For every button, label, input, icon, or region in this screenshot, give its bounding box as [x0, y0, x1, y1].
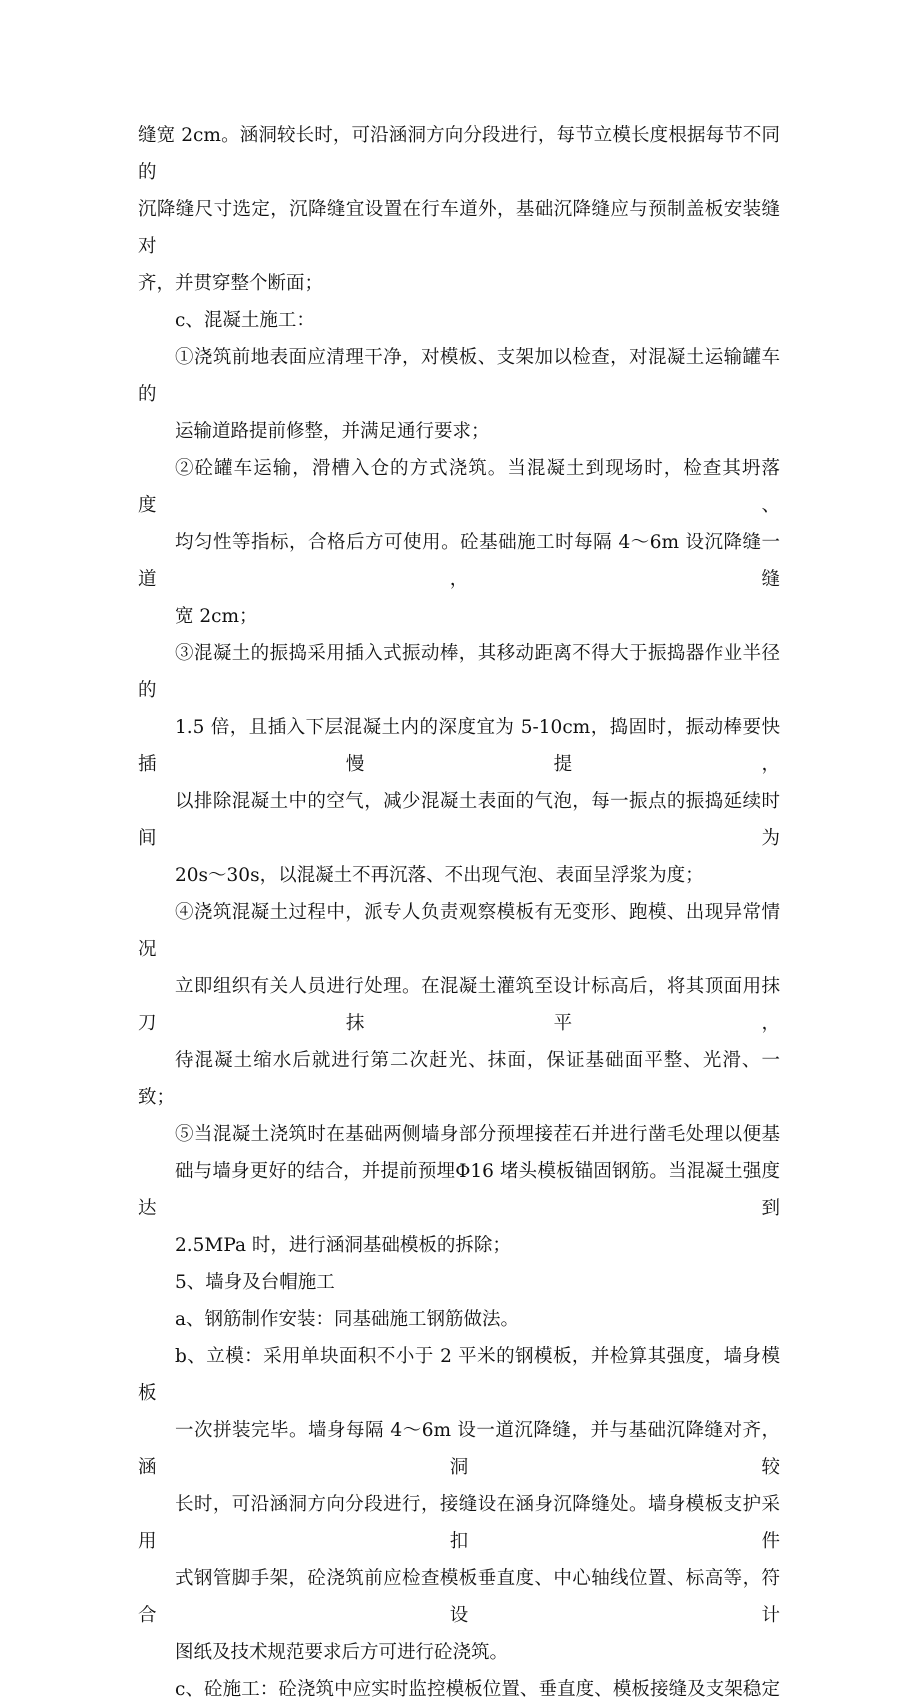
paragraph-concrete-pouring — [138, 1671, 780, 1708]
text-line: 长时，可沿涵洞方向分段进行，接缝设在涵身沉降缝处。墙身模板支护采用扣件 — [138, 1494, 780, 1552]
paragraph-item-3 — [138, 635, 780, 894]
text-line: ⑤当混凝土浇筑时在基础两侧墙身部分预埋接茬石并进行凿毛处理以便基 — [175, 1124, 780, 1145]
text-line: 20s～30s，以混凝土不再沉落、不出现气泡、表面呈浮浆为度； — [175, 865, 704, 886]
heading-wall-and-cap — [138, 1264, 780, 1301]
text-line: ③混凝土的振捣采用插入式振动棒，其移动距离不得大于振捣器作业半径的 — [138, 643, 780, 701]
text-line: a、钢筋制作安装：同基础施工钢筋做法。 — [175, 1309, 520, 1330]
text-line: 一次拼装完毕。墙身每隔 4～6m 设一道沉降缝，并与基础沉降缝对齐，涵洞较 — [138, 1420, 780, 1478]
text-line: c、砼施工：砼浇筑中应实时监控模板位置、垂直度、模板接缝及支架稳定 — [175, 1679, 780, 1700]
document-body — [138, 117, 780, 1708]
text-line: 齐，并贯穿整个断面； — [138, 273, 324, 294]
text-line: 1.5 倍，且插入下层混凝土内的深度宜为 5-10cm，捣固时，振动棒要快插慢提， — [138, 717, 780, 775]
paragraph-formwork — [138, 1338, 780, 1671]
paragraph-rebar — [138, 1301, 780, 1338]
text-line: 沉降缝尺寸选定，沉降缝宜设置在行车道外，基础沉降缝应与预制盖板安装缝对 — [138, 199, 780, 257]
text-line: 待混凝土缩水后就进行第二次赶光、抹面，保证基础面平整、光滑、一致； — [138, 1050, 780, 1108]
paragraph-item-2 — [138, 450, 780, 635]
text-line: 式钢管脚手架，砼浇筑前应检查模板垂直度、中心轴线位置、标高等，符合设计 — [138, 1568, 780, 1626]
text-line: b、立模：采用单块面积不小于 2 平米的钢模板，并检算其强度，墙身模板 — [138, 1346, 780, 1404]
text-line: 缝宽 2cm。涵洞较长时，可沿涵洞方向分段进行，每节立模长度根据每节不同的 — [138, 125, 780, 183]
text-line: 立即组织有关人员进行处理。在混凝土灌筑至设计标高后，将其顶面用抹刀抹平， — [138, 976, 780, 1034]
paragraph-item-1 — [138, 339, 780, 450]
text-line: 均匀性等指标，合格后方可使用。砼基础施工时每隔 4～6m 设沉降缝一道，缝 — [138, 532, 780, 590]
text-line: c、混凝土施工： — [175, 310, 315, 331]
text-line: 2.5MPa 时，进行涵洞基础模板的拆除； — [175, 1235, 511, 1256]
paragraph-item-4 — [138, 894, 780, 1116]
text-line: ④浇筑混凝土过程中，派专人负责观察模板有无变形、跑模、出现异常情况 — [138, 902, 780, 960]
text-line: ②砼罐车运输，滑槽入仓的方式浇筑。当混凝土到现场时，检查其坍落度、 — [138, 458, 780, 516]
text-line: 础与墙身更好的结合，并提前预埋Φ16 堵头模板锚固钢筋。当混凝土强度达到 — [138, 1161, 780, 1219]
text-line: 5、墙身及台帽施工 — [175, 1272, 335, 1293]
text-line: 以排除混凝土中的空气，减少混凝土表面的气泡，每一振点的振捣延续时间为 — [138, 791, 780, 849]
heading-concrete-construction — [138, 302, 780, 339]
text-line: 宽 2cm； — [175, 606, 258, 627]
paragraph-item-5 — [138, 1116, 780, 1264]
text-line: ①浇筑前地表面应清理干净，对模板、支架加以检查，对混凝土运输罐车的 — [138, 347, 780, 405]
text-line: 图纸及技术规范要求后方可进行砼浇筑。 — [175, 1642, 509, 1663]
paragraph-seam-width — [138, 117, 780, 302]
text-line: 运输道路提前修整，并满足通行要求； — [175, 421, 490, 442]
